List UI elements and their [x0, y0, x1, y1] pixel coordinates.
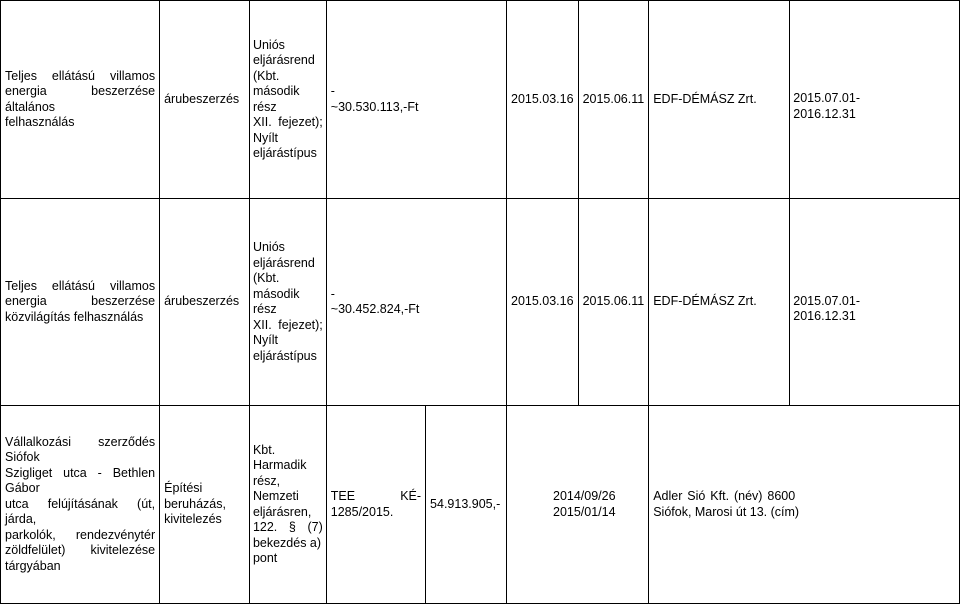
- procedure-line: eljárástípus: [252, 348, 317, 363]
- period-line: 2015.07.01-: [793, 293, 860, 308]
- subject-line: Szigliget utca - Bethlen Gábor: [5, 465, 156, 496]
- date-cell: [578, 1, 649, 199]
- contractor-cell: [649, 1, 790, 199]
- period-line: 2015.07.01-: [793, 91, 860, 105]
- date-text: 2014/09/26: [553, 489, 616, 503]
- subject-line: Teljes ellátású villamos: [5, 68, 156, 83]
- procedure-line: pont: [252, 551, 278, 565]
- table-row: [1, 406, 960, 604]
- date-cell: [578, 199, 649, 406]
- procedure-line: Uniós: [252, 240, 285, 254]
- procedure-line: eljárástípus: [252, 146, 317, 160]
- subject-line: parkolók, rendezvénytér: [5, 527, 156, 542]
- procedure-line: Uniós: [252, 37, 285, 52]
- reference-line: TEE KÉ-: [330, 489, 422, 503]
- procedure-cell: [249, 1, 326, 199]
- procedure-line: Nyílt: [252, 333, 278, 347]
- contractor-text: EDF-DÉMÁSZ Zrt.: [653, 91, 757, 106]
- subject-line: Vállalkozási szerződés Siófok: [5, 434, 156, 465]
- type-text: árubeszerzés: [164, 91, 240, 106]
- value-cell: [326, 199, 506, 406]
- period-line: 2016.12.31: [793, 106, 856, 121]
- value-text: ~30.452.824,-Ft: [330, 302, 420, 316]
- subject-cell: [1, 406, 160, 604]
- date-text: 2015.03.16: [511, 91, 574, 106]
- procedure-line: Harmadik: [252, 458, 307, 472]
- value-cell: [326, 1, 506, 199]
- date-text: 2015.06.11: [582, 91, 645, 106]
- subject-cell: [1, 199, 160, 406]
- subject-line: utca felújításának (út, járda,: [5, 496, 156, 527]
- period-cell: [790, 1, 960, 199]
- subject-cell: [1, 1, 160, 199]
- subject-line: közvilágítás felhasználás: [5, 309, 144, 324]
- procedure-line: eljárásrend: [252, 255, 315, 270]
- subject-line: energia beszerzése általános: [5, 84, 156, 114]
- contractor-line: Siófok, Marosi út 13. (cím): [653, 504, 800, 519]
- procedure-line: XII. fejezet);: [252, 115, 323, 129]
- period-line: 2016.12.31: [793, 309, 856, 323]
- procedure-line: eljárásren,: [252, 504, 312, 519]
- procedure-cell: [249, 199, 326, 406]
- reference-text: -: [330, 286, 335, 301]
- procedure-line: második rész: [252, 286, 300, 316]
- contractor-text: EDF-DÉMÁSZ Zrt.: [653, 294, 757, 309]
- date-text: 2015.03.16: [511, 294, 574, 309]
- value-text: ~30.530.113,-Ft: [330, 99, 419, 114]
- reference-line: 1285/2015.: [330, 504, 394, 519]
- type-text: árubeszerzés: [164, 294, 240, 309]
- procedure-line: eljárásrend: [252, 53, 315, 67]
- procedure-line: (Kbt.: [252, 271, 280, 285]
- reference-text: -: [330, 84, 335, 98]
- subject-line: zöldfelület) kivitelezése: [5, 543, 156, 558]
- procedure-line: rész,: [252, 473, 281, 488]
- procedure-line: Nemzeti: [252, 489, 299, 503]
- value-cell: [426, 406, 507, 604]
- table-row: [1, 1, 960, 199]
- subject-line: tárgyában: [5, 558, 61, 573]
- type-cell: [160, 199, 250, 406]
- type-cell: [160, 406, 250, 604]
- date-cell: [507, 406, 649, 604]
- procedure-line: 122. § (7): [252, 520, 323, 534]
- date-text: 2015/01/14: [553, 504, 616, 519]
- procedure-line: Kbt.: [252, 442, 276, 457]
- type-line: Építési: [164, 481, 203, 496]
- procedure-line: XII. fejezet);: [252, 317, 323, 332]
- procedure-line: bekezdés a): [252, 535, 322, 550]
- type-line: kivitelezés: [164, 512, 222, 527]
- procedure-line: Nyílt: [252, 130, 278, 145]
- table-row: [1, 199, 960, 406]
- subject-line: felhasználás: [5, 115, 75, 129]
- type-line: beruházás,: [164, 496, 226, 511]
- procedure-cell: [249, 406, 326, 604]
- procedure-line: (Kbt.: [252, 68, 280, 83]
- contractor-line: Adler Sió Kft. (név) 8600: [653, 489, 796, 503]
- subject-line: energia beszerzése: [5, 294, 156, 309]
- date-cell: [507, 199, 579, 406]
- value-text: 54.913.905,-: [430, 496, 501, 511]
- contractor-cell: [649, 199, 790, 406]
- type-cell: [160, 1, 250, 199]
- date-cell: [507, 1, 579, 199]
- procedure-line: második rész: [252, 84, 300, 114]
- date-text: 2015.06.11: [582, 294, 645, 309]
- period-cell: [790, 199, 960, 406]
- subject-line: Teljes ellátású villamos: [5, 278, 156, 293]
- reference-cell: [326, 406, 425, 604]
- contractor-cell: [649, 406, 960, 604]
